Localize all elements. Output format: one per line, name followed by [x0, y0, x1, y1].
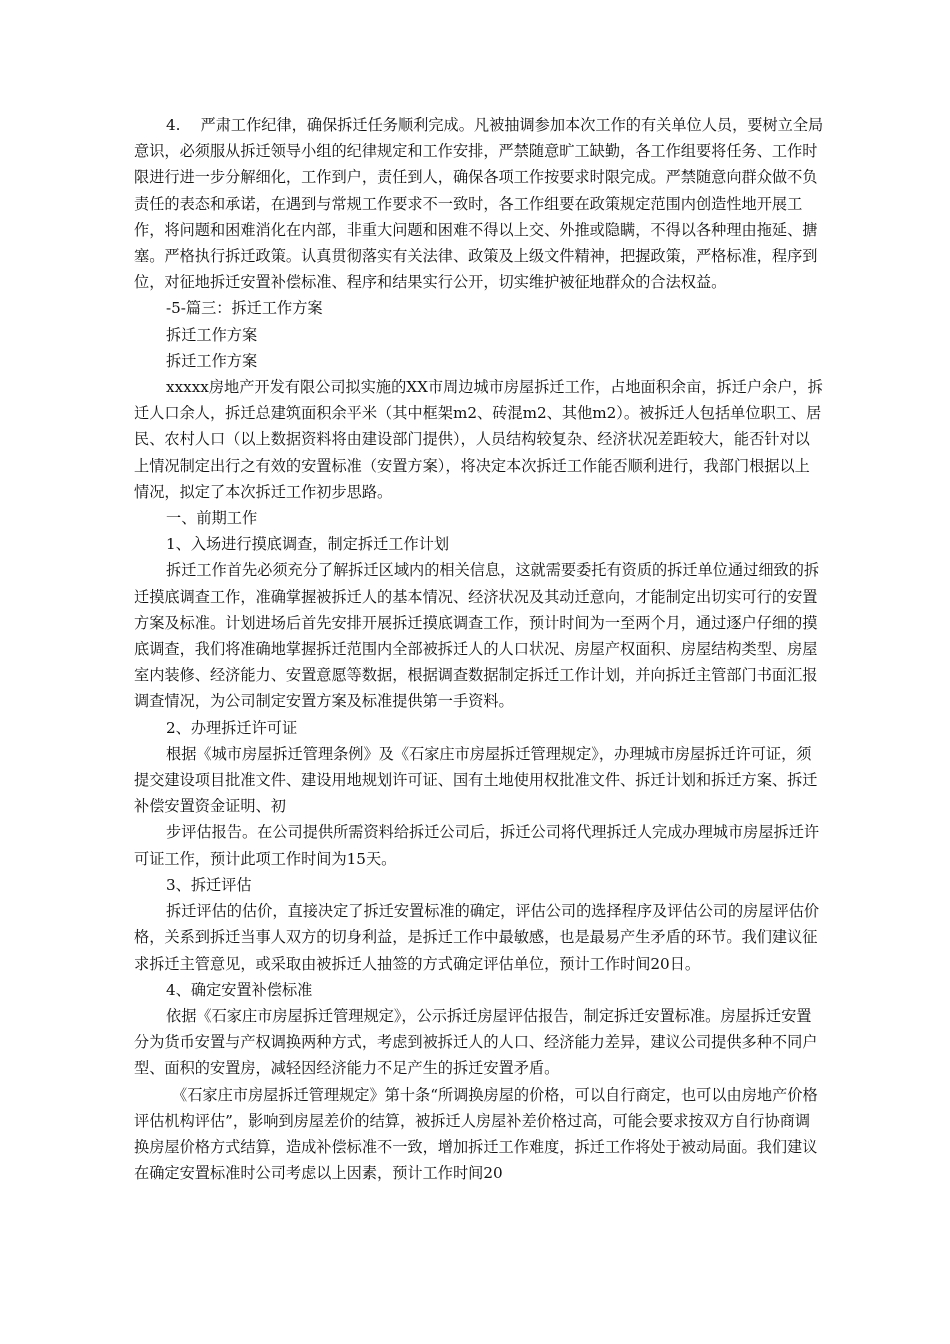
- heading-survey: 1、入场进行摸底调查，制定拆迁工作计划: [166, 535, 450, 554]
- paragraph-survey: 拆迁工作首先必须充分了解拆迁区域内的相关信息，这就需要委托有资质的拆迁单位通过细致的拆迁摸底调查工作，准确掌握被拆迁人的基本情况、经济状况及其动迁意向，才能制定出切实可行的安置方案及标准。计划进场后首先安排开展拆迁摸底调查工作，预计时间为一至两个月，通过逐户仔细的摸底调查，我们将准确地掌握拆迁范围内全部被拆迁人的人口状况、房屋产权面积、房屋结构类型、房屋室内装修、经济能力、安置意愿等数据，根据调查数据制定拆迁工作计划，并向拆迁主管部门书面汇报调查情况，为公司制定安置方案及标准提供第一手资料。: [134, 561, 820, 711]
- paragraph-assessment: 拆迁评估的估价，直接决定了拆迁安置标准的确定，评估公司的选择程序及评估公司的房屋评估价格，关系到拆迁当事人双方的切身利益，是拆迁工作中最敏感，也是最易产生矛盾的环节。我们建议征求拆迁主管意见，或采取由被拆迁人抽签的方式确定评估单位，预计工作时间20日。: [134, 902, 820, 973]
- paragraph-permit-part2: 步评估报告。在公司提供所需资料给拆迁公司后，拆迁公司将代理拆迁人完成办理城市房屋拆迁许可证工作，预计此项工作时间为15天。: [134, 823, 820, 868]
- document-body: [134, 112, 824, 1186]
- heading-assessment: 3、拆迁评估: [166, 875, 252, 894]
- document-title: 拆迁工作方案: [166, 325, 258, 344]
- heading-compensation: 4、确定安置补偿标准: [166, 980, 313, 999]
- paragraph-introduction: xxxxx房地产开发有限公司拟实施的XX市周边城市房屋拆迁工作，占地面积余亩，拆迁户余户，拆迁人口余人，拆迁总建筑面积余平米（其中框架m2、砖混m2、其他m2）。被拆迁人包括单位职工、居民、农村人口（以上数据资料将由建设部门提供），人员结构较复杂、经济状况差距较大，能否针对以上情况制定出行之有效的安置标准（安置方案），将决定本次拆迁工作能否顺利进行，我部门根据以上情况，拟定了本次拆迁工作初步思路。: [134, 378, 823, 501]
- heading-preliminary-work: 一、前期工作: [166, 509, 258, 528]
- heading-permit: 2、办理拆迁许可证: [166, 718, 298, 737]
- paragraph-permit-part1: 根据《城市房屋拆迁管理条例》及《石家庄市房屋拆迁管理规定》，办理城市房屋拆迁许可证，须提交建设项目批准文件、建设用地规划许可证、国有土地使用权批准文件、拆迁计划和拆迁方案、拆迁补偿安置资金证明、初: [134, 744, 818, 816]
- section-heading-part3: -5-篇三：拆迁工作方案: [166, 299, 323, 318]
- document-subtitle: 拆迁工作方案: [166, 351, 258, 370]
- paragraph-regulation-article10: 《石家庄市房屋拆迁管理规定》第十条“所调换房屋的价格，可以自行商定，也可以由房地产价格评估机构评估”，影响到房屋差价的结算，被拆迁人房屋补差价格过高，可能会要求按双方自行协商调换房屋价格方式结算，造成补偿标准不一致，增加拆迁工作难度，拆迁工作将处于被动局面。我们建议在确定安置标准时公司考虑以上因素，预计工作时间20: [134, 1085, 818, 1183]
- paragraph-compensation: 依据《石家庄市房屋拆迁管理规定》，公示拆迁房屋评估报告，制定拆迁安置标准。房屋拆迁安置分为货币安置与产权调换两种方式，考虑到被拆迁人的人口、经济能力差异，建议公司提供多种不同户型、面积的安置房，减轻因经济能力不足产生的拆迁安置矛盾。: [134, 1006, 818, 1078]
- paragraph-discipline: 4. 严肃工作纪律，确保拆迁任务顺利完成。凡被抽调参加本次工作的有关单位人员，要树立全局意识，必须服从拆迁领导小组的纪律规定和工作安排，严禁随意旷工缺勤，各工作组要将任务、工作时限进行进一步分解细化，工作到户，责任到人，确保各项工作按要求时限完成。严禁随意向群众做不负责任的表态和承诺，在遇到与常规工作要求不一致时，各工作组要在政策规定范围内创造性地开展工作，将问题和困难消化在内部，非重大问题和困难不得以上交、外推或隐瞒，不得以各种理由拖延、搪塞。严格执行拆迁政策。认真贯彻落实有关法律、政策及上级文件精神，把握政策，严格标准，程序到位，对征地拆迁安置补偿标准、程序和结果实行公开，切实维护被征地群众的合法权益。: [134, 116, 824, 292]
